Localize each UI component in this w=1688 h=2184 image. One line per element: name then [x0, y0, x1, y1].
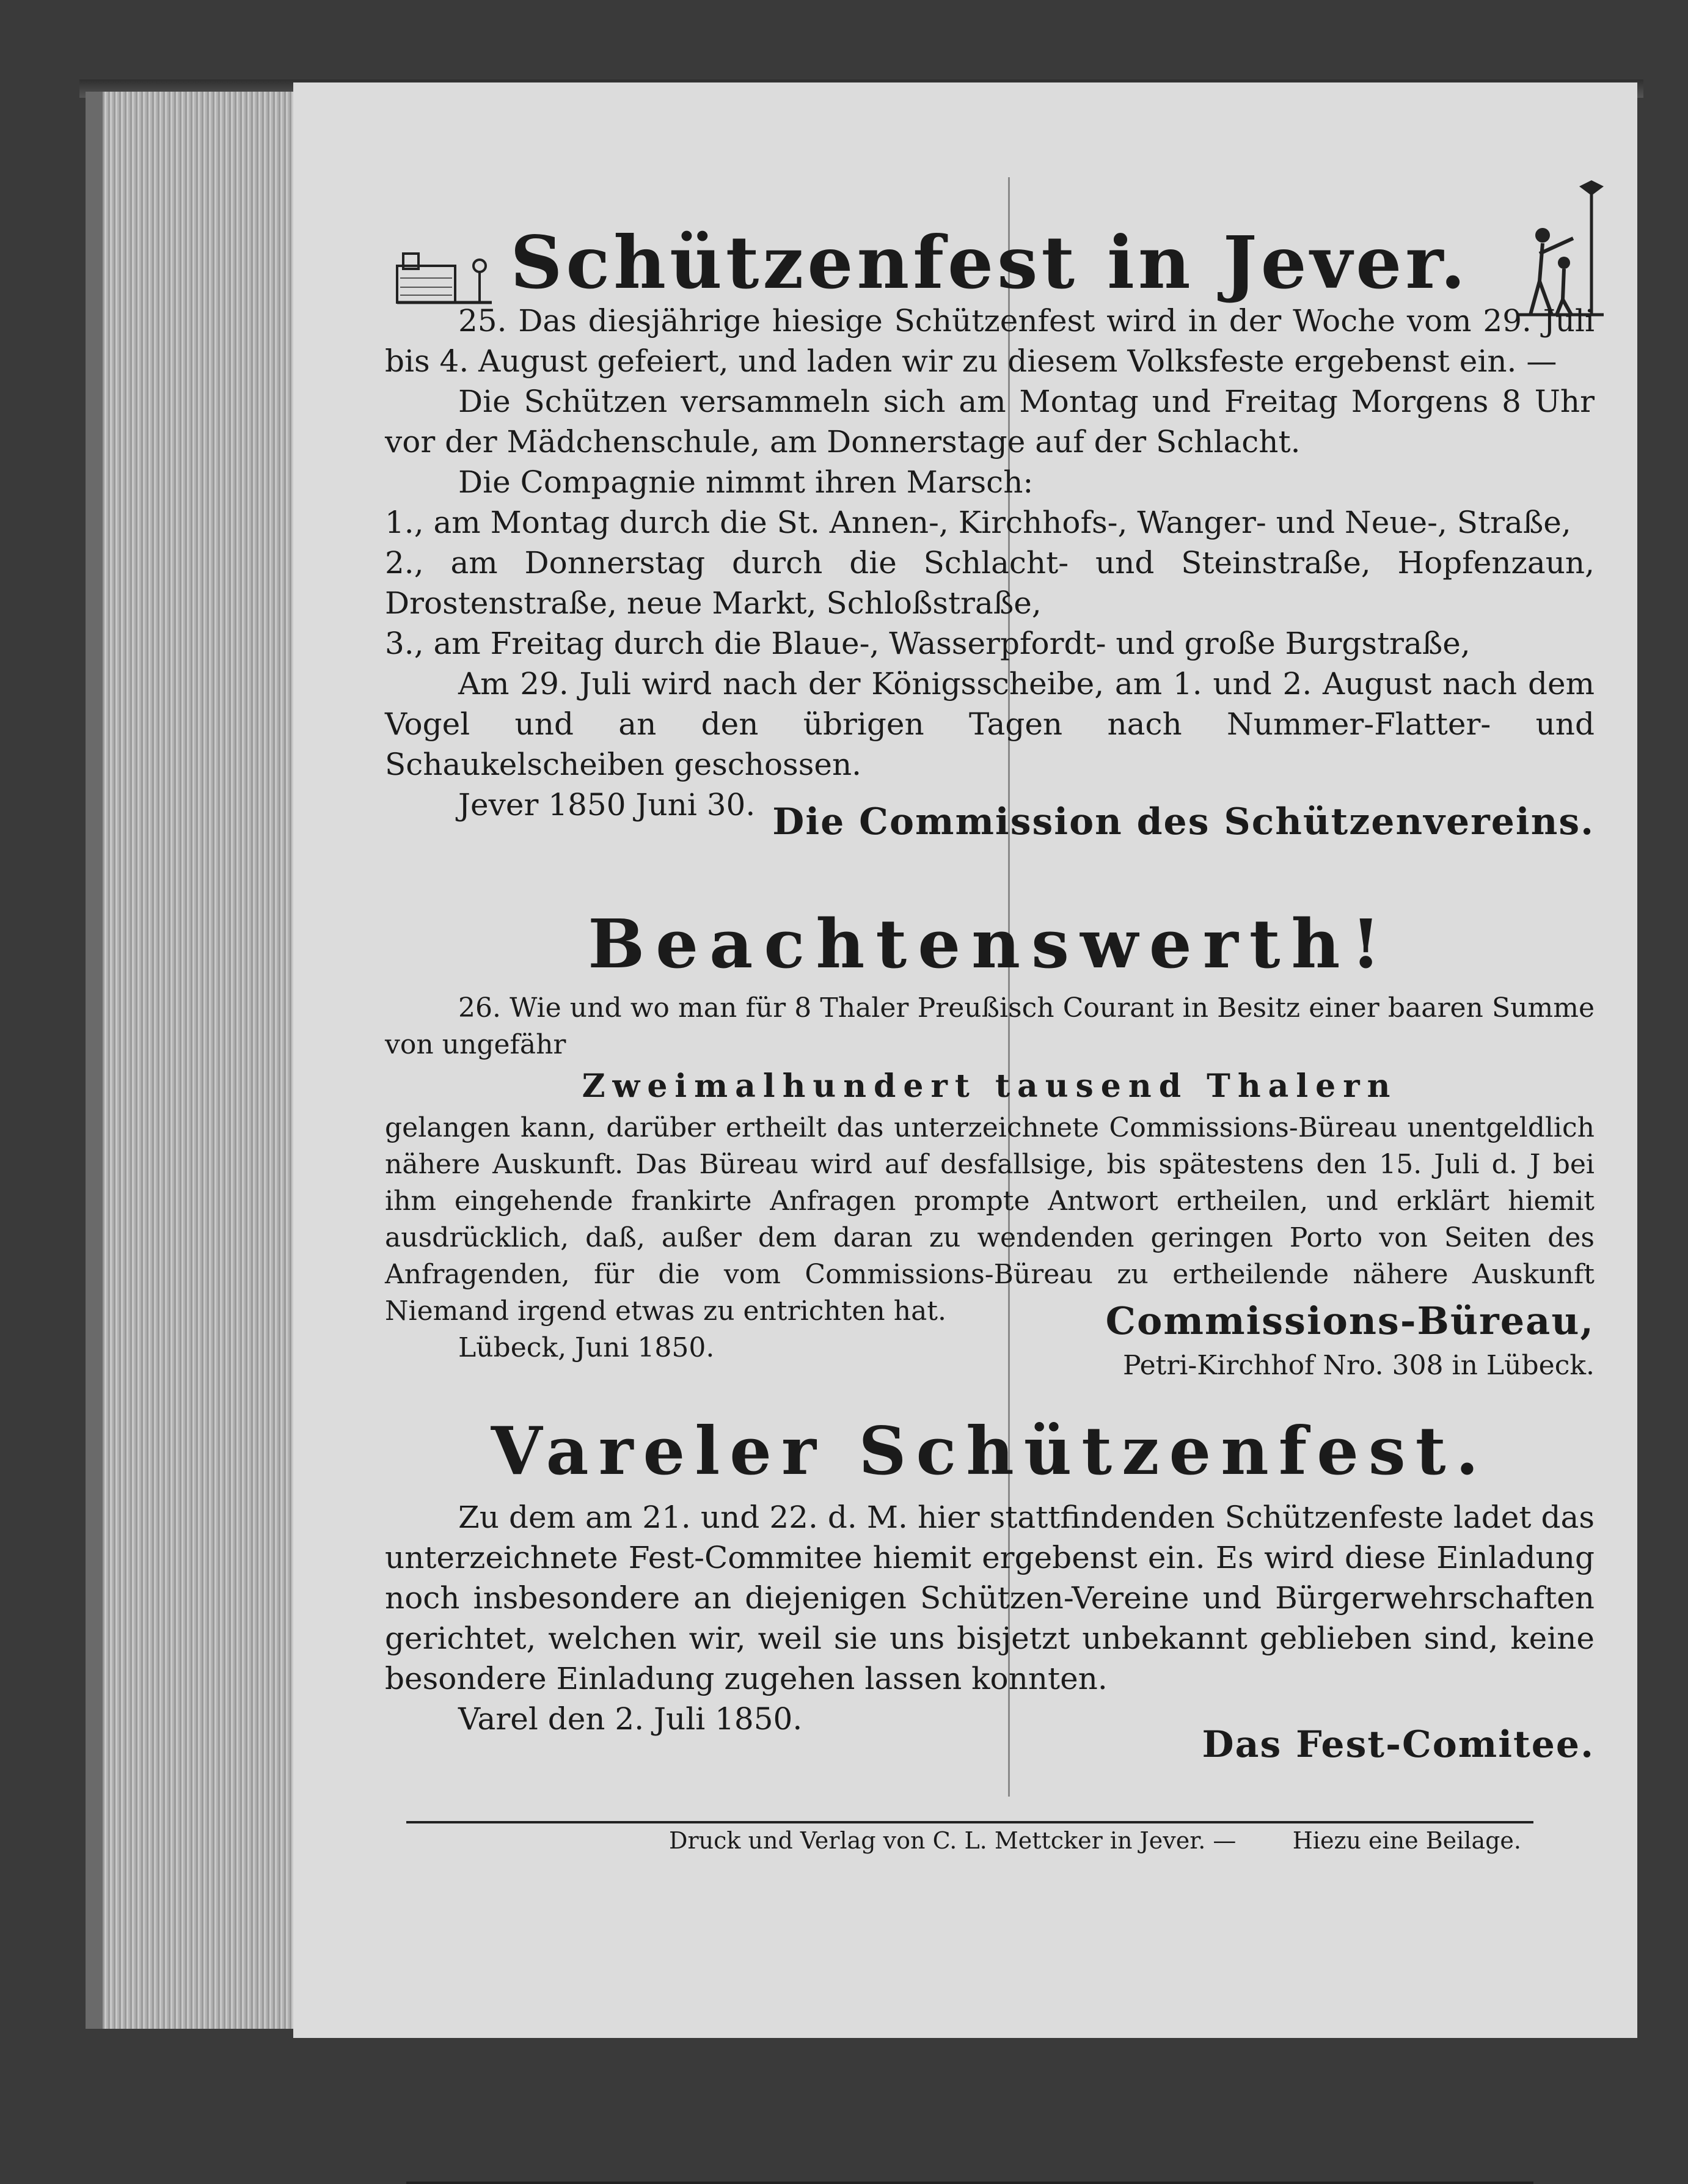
- vareler-body: [385, 1497, 1595, 1739]
- footer-imprint: Druck und Verlag von C. L. Mettcker in Jever. —: [669, 1827, 1237, 1854]
- route-1: 1., am Montag durch die St. Annen-, Kirchhofs-, Wanger- und Neue-, Straße,: [385, 505, 1571, 540]
- page-stack: [86, 92, 293, 2029]
- footer-rule-bottom: [406, 1821, 1533, 1823]
- vareler-title: Vareler Schützenfest.: [491, 1413, 1489, 1490]
- schuetzenfest-para-4: Am 29. Juli wird nach der Königsscheibe, am 1. und 2. August nach dem Vogel und an den übrigen Tagen nach Nummer-Flatter- und Schaukelscheiben geschossen.: [385, 666, 1595, 782]
- schuetzenfest-title: Schützenfest in Jever.: [510, 220, 1469, 305]
- route-3: 3., am Freitag durch die Blaue-, Wasserpfordt- und große Burgstraße,: [385, 626, 1471, 661]
- beachtenswerth-signature: Commissions-Büreau,: [1105, 1299, 1595, 1343]
- vareler-signature: Das Fest-Comitee.: [1202, 1723, 1595, 1766]
- vareler-para-1: Zu dem am 21. und 22. d. M. hier stattfindenden Schützenfeste ladet das unterzeichnete Fest-Commitee hiemit ergebenst ein. Es wird diese Einladung noch insbesondere an diejenigen Schützen-Vereine und Bürgerwehrschaften gerichtet, welchen wir, weil sie uns bisjetzt unbekannt geblieben sind, keine besondere Einladung zugehen lassen konnten.: [385, 1500, 1595, 1696]
- schuetzenfest-signature: Die Commission des Schützenvereins.: [772, 801, 1595, 843]
- schuetzenfest-dateline: Jever 1850 Juni 30.: [458, 787, 756, 823]
- beachtenswerth-para-2: gelangen kann, darüber ertheilt das unterzeichnete Commissions-Büreau unentgeldlich nähere Auskunft. Das Büreau wird auf desfallsige, bis spätestens den 15. Juli d. J bei ihm eingehende frankirte Anfragen prompte Antwort ertheilen, und erklärt hiemit ausdrücklich, daß, außer dem daran zu wendenden geringen Porto von Seiten des Anfragenden, für die vom Commissions-Büreau zu ertheilende nähere Auskunft Niemand irgend etwas zu entrichten hat.: [385, 1112, 1595, 1327]
- footer-rule: [406, 2182, 1533, 2184]
- vareler-dateline: Varel den 2. Juli 1850.: [458, 1701, 803, 1737]
- schuetzenfest-para-1: 25. Das diesjährige hiesige Schützenfest wird in der Woche vom 29. Juli bis 4. August gefeiert, und laden wir zu diesem Volksfeste ergebenst ein. —: [385, 303, 1595, 379]
- footer-supplement: Hiezu eine Beilage.: [1292, 1827, 1521, 1854]
- schuetzenfest-para-2: Die Schützen versammeln sich am Montag und Freitag Morgens 8 Uhr vor der Mädchenschule, am Donnerstage auf der Schlacht.: [385, 384, 1595, 460]
- beachtenswerth-para-1: 26. Wie und wo man für 8 Thaler Preußisch Courant in Besitz einer baaren Summe von ungefähr: [385, 992, 1595, 1060]
- beachtenswerth-title: Beachtenswerth!: [588, 904, 1392, 983]
- beachtenswerth-amount: Zweimalhundert tausend Thalern: [582, 1068, 1398, 1105]
- beachtenswerth-dateline: Lübeck, Juni 1850.: [458, 1332, 715, 1363]
- beachtenswerth-address: Petri-Kirchhof Nro. 308 in Lübeck.: [1122, 1350, 1595, 1381]
- schuetzenfest-body: [385, 301, 1595, 825]
- route-2: 2., am Donnerstag durch die Schlacht- und Steinstraße, Hopfenzaun, Drostenstraße, neue Markt, Schloßstraße,: [385, 545, 1595, 621]
- schuetzenfest-para-3: Die Compagnie nimmt ihren Marsch:: [458, 464, 1034, 500]
